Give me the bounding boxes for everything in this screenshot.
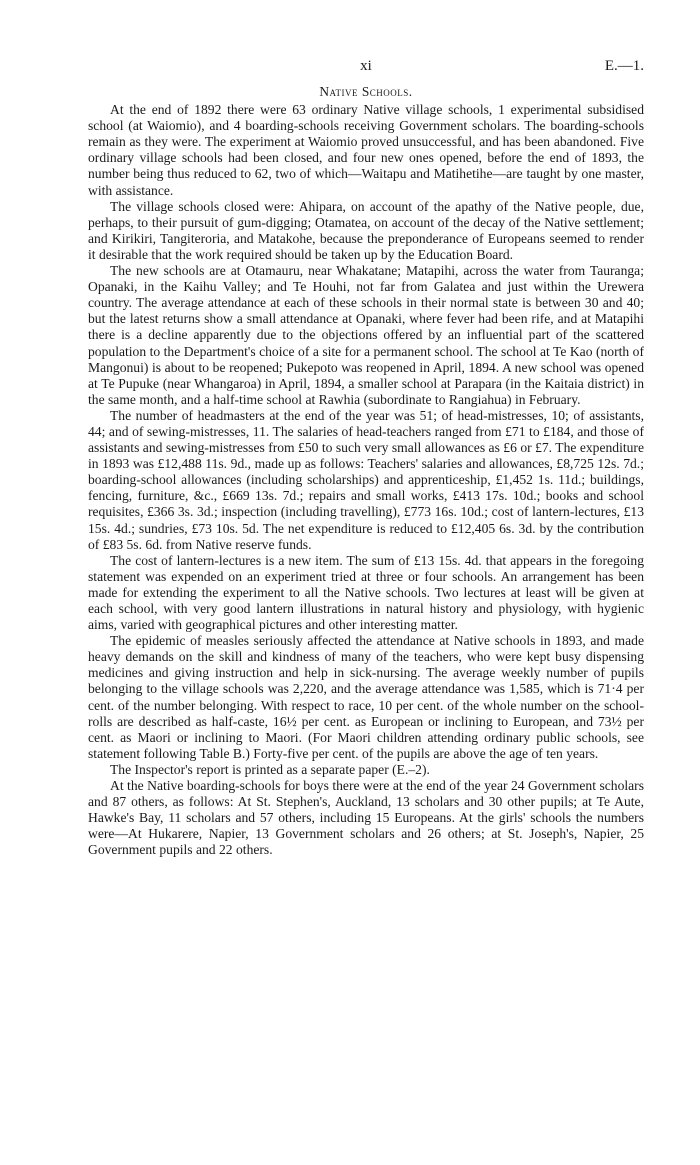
document-page (88, 56, 644, 859)
paragraph-6: The epidemic of measles seriously affected the attendance at Native schools in 1893, and made heavy demands on the skill and kindness of many of the teachers, who were kept busy dispensing medicines and giving instruction and help in sick-nursing. The average weekly number of pupils belonging to the village schools was 2,220, and the average attendance was 1,585, which is 71·4 per cent. of the number belonging. With respect to race, 10 per cent. of the whole number on the school-rolls are described as half-caste, 16½ per cent. as European or inclining to European, and 73½ per cent. as Maori or inclining to Maori. (For Maori children attending ordinary public schools, see statement following Table B.) Forty-five per cent. of the pupils are above the age of ten years. (88, 633, 644, 761)
page-number: xi (360, 58, 372, 74)
paragraph-5: The cost of lantern-lectures is a new item. The sum of £13 15s. 4d. that appears in the foregoing statement was expended on an experiment tried at three or four schools. An arrangement has been made for extending the experiment to all the Native schools. Two lectures at least will be given at each school, with very good lantern illustrations in natural history and physiology, with hygienic aims, varied with geographical pictures and other interesting matter. (88, 552, 644, 633)
section-title: Native Schools. (319, 84, 413, 99)
section-code: E.—1. (604, 58, 644, 74)
paragraph-1: At the end of 1892 there were 63 ordinary Native village schools, 1 experimental subsidised school (at Waiomio), and 4 boarding-schools receiving Government scholars. The boarding-schools remain as they were. The experiment at Waiomio proved unsuccessful, and has been abandoned. Five ordinary village schools had been closed, and four new ones opened, before the end of 1893, the number being thus reduced to 62, two of which—Waitapu and Matihetihe—are taught by one master, with assistance. (88, 102, 644, 198)
paragraph-2: The village schools closed were: Ahipara, on account of the apathy of the Native people, due, perhaps, to their pursuit of gum-digging; Otamatea, on account of the decay of the Native settlement; and Kirikiri, Tangiteroria, and Matakohe, because the preponderance of Europeans seemed to render it desirable that the work required should be taken up by the Education Board. (88, 198, 644, 262)
paragraph-7: The Inspector's report is printed as a separate paper (E.–2). (110, 761, 430, 777)
paragraph-3: The new schools are at Otamauru, near Whakatane; Matapihi, across the water from Tauranga; Opanaki, in the Kaihu Valley; and Te Houhi, not far from Galatea and just within the Urewera country. The average attendance at each of these schools in their normal state is between 30 and 40; but the latest returns show a small attendance at Opanaki, where fever had been rife, and at Matapihi there is a decline apparently due to the objections offered by an influential part of the scattered population to the Department's choice of a site for a permanent school. The school at Te Kao (north of Mangonui) is about to be reopened; Pukepoto was reopened in April, 1894. A new school was opened at Te Pupuke (near Whangaroa) in April, 1894, a smaller school at Parapara (in the Kaitaia district) in the same month, and a half-time school at Rawhia (subordinate to Rangiahua) in February. (88, 263, 644, 407)
page-header (88, 56, 644, 78)
paragraph-8: At the Native boarding-schools for boys there were at the end of the year 24 Government scholars and 87 others, as follows: At St. Stephen's, Auckland, 13 scholars and 30 other pupils; at Te Aute, Hawke's Bay, 11 scholars and 57 others, including 15 Europeans. At the girls' schools the numbers were—At Hukarere, Napier, 13 Government scholars and 26 others; at St. Joseph's, Napier, 25 Government pupils and 22 others. (88, 778, 644, 858)
paragraph-4: The number of headmasters at the end of the year was 51; of head-mistresses, 10; of assistants, 44; and of sewing-mistresses, 11. The salaries of head-teachers ranged from £71 to £184, and those of assistants and sewing-mistresses from £50 to such very small allowances as £6 or £7. The expenditure in 1893 was £12,488 11s. 9d., made up as follows: Teachers' salaries and allowances, £8,725 12s. 7d.; boarding-school allowances (including scholarships) and apprenticeship, £1,452 1s. 11d.; buildings, fencing, furniture, &c., £669 13s. 7d.; repairs and small works, £413 17s. 10d.; books and school requisites, £366 3s. 3d.; inspection (including travelling), £773 16s. 10d.; cost of lantern-lectures, £13 15s. 4d.; sundries, £73 10s. 5d. The net expenditure is reduced to £12,405 6s. 3d. by the contribution of £83 5s. 6d. from Native reserve funds. (88, 407, 644, 552)
